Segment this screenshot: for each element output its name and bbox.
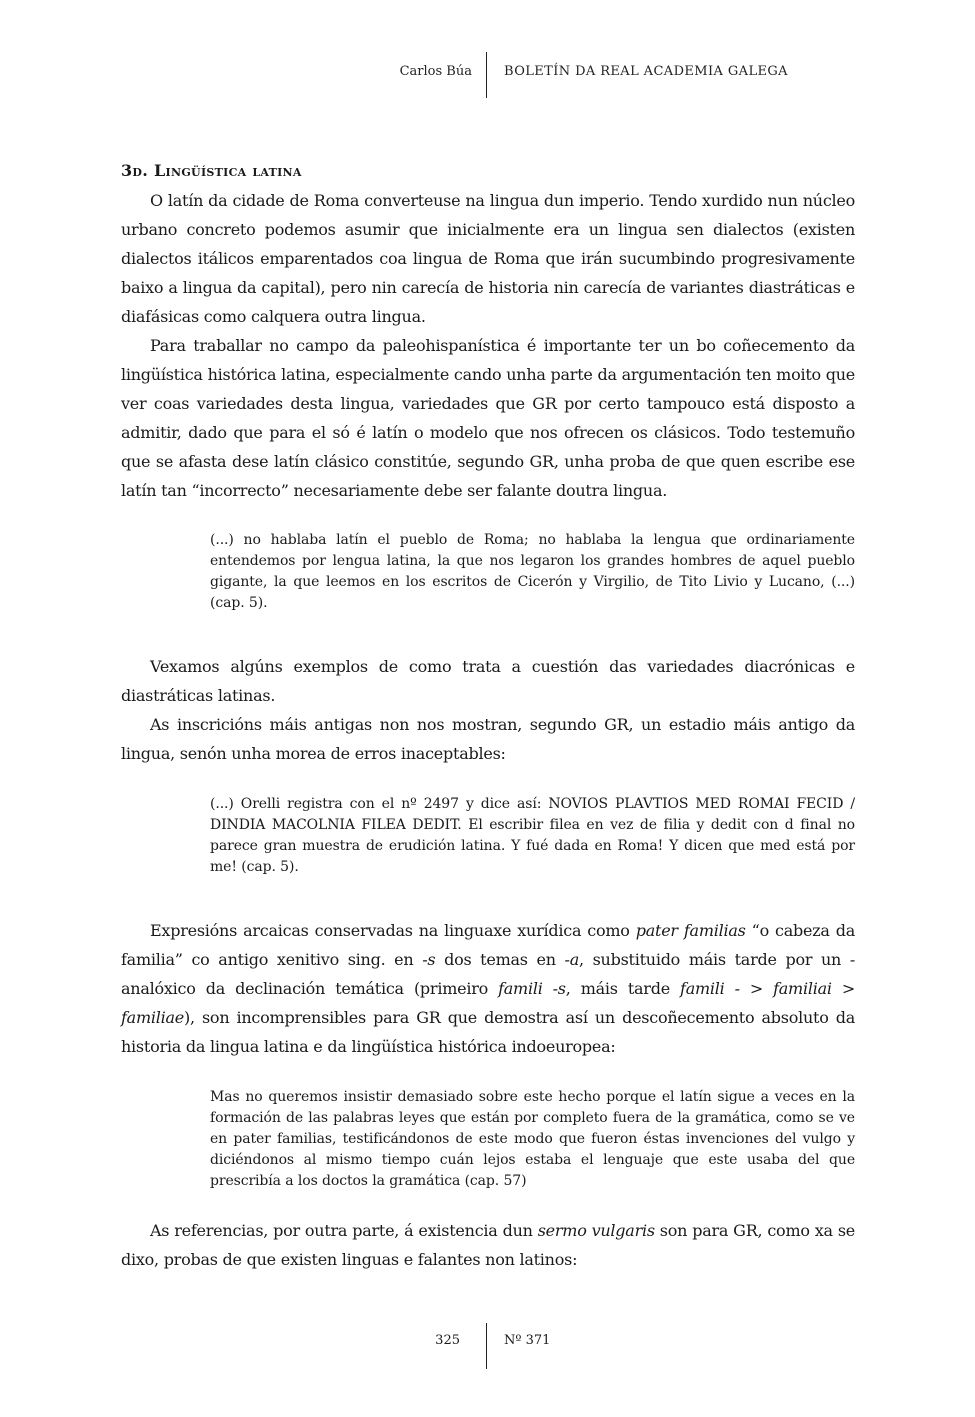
paragraph-3: Vexamos algúns exemplos de como trata a cuestión das variedades diacrónicas e diastráticas latinas.: [121, 657, 855, 705]
block-quote-3: Mas no queremos insistir demasiado sobre este hecho porque el latín sigue a veces en la formación de las palabras leyes que están por completo fuera de la gramática, como se ve en pater familias, testificándonos de este modo que fueron éstas invenciones del vulgo y diciéndonos al mismo tiempo cuán lejos estaba el lenguaje que este usaba del que prescribía a los doctos la gramática (cap. 57): [210, 1089, 855, 1189]
paragraph-4: As inscricións máis antigas non nos mostran, segundo GR, un estadio máis antigo da lingua, senón unha morea de erros inaceptables:: [121, 715, 855, 763]
paragraph-5-text: ), son incomprensibles para GR que demostra así un descoñecemento absoluto da historia da lingua latina e da lingüística histórica indoeuropea:: [121, 1008, 855, 1056]
paragraph-5-italic: famili -s: [498, 979, 566, 998]
paragraph-5-text: Expresións arcaicas conservadas na linguaxe xurídica como: [150, 921, 636, 940]
paragraph-5-italic: familiae: [121, 1008, 184, 1027]
paragraph-2: Para traballar no campo da paleohispanística é importante ter un bo coñecemento da lingüística histórica latina, especialmente cando unha parte da argumentación ten moito que ver coas variedades desta lingua, variedades que GR por certo tampouco está disposto a admitir, dado que para el só é latín o modelo que nos ofrecen os clásicos. Todo testemuño que se afasta dese latín clásico constitúe, segundo GR, unha proba de que quen escribe ese latín tan “incorrecto” necesariamente debe ser falante doutra lingua.: [121, 336, 855, 500]
header-author: Carlos Búa: [399, 64, 472, 79]
page-content: [121, 158, 855, 1274]
paragraph-5-text: , substituido máis tarde por un - analóxico da declinación temática (primeiro: [121, 950, 855, 998]
issue-number: Nº 371: [504, 1333, 551, 1348]
header-divider: [486, 52, 487, 98]
paragraph-5-text: “o cabeza da familia” co antigo xenitivo sing. en: [121, 921, 856, 969]
paragraph-1: O latín da cidade de Roma converteuse na lingua dun imperio. Tendo xurdido nun núcleo urbano concreto podemos asumir que inicialmente era un lingua sen dialectos (existen dialectos itálicos emparentados coa lingua de Roma que irán sucumbindo progresivamente baixo a lingua da capital), pero nin carecía de historia nin carecía de variantes diastráticas e diafásicas como calquera outra lingua.: [121, 191, 855, 326]
block-quote-2: (...) Orelli registra con el nº 2497 y dice así: NOVIOS PLAVTIOS MED ROMAI FECID / DINDIA MACOLNIA FILEA DEDIT. El escribir filea en vez de filia y dedit con d final no parece gran muestra de erudición latina. Y fué dada en Roma! Y dicen que med está por me! (cap. 5).: [210, 796, 855, 875]
section-title: 3d. Lingüística latina: [121, 161, 302, 180]
paragraph-5: [121, 916, 855, 1061]
paragraph-5-text: dos temas en: [435, 950, 565, 969]
paragraph-5-text: >: [831, 979, 855, 998]
block-quote-1: (...) no hablaba latín el pueblo de Roma; no hablaba la lengua que ordinariamente entendemos por lengua latina, la que nos legaron los grandes hombres de aquel pueblo gigante, la que leemos en los escritos de Cicerón y Virgilio, de Tito Livio y Lucano, (...) (cap. 5).: [210, 532, 855, 611]
paragraph-6-text: As referencias, por outra parte, á existencia dun: [150, 1221, 538, 1240]
paragraph-6-text: son para GR, como xa se dixo, probas de que existen linguas e falantes non latinos:: [121, 1221, 856, 1269]
running-header: [0, 52, 975, 98]
page-number: 325: [435, 1333, 460, 1348]
paragraph-6: [121, 1216, 855, 1274]
paragraph-5-italic: pater familias: [635, 921, 746, 940]
paragraph-5-italic: -s: [422, 950, 436, 969]
paragraph-5-italic: -a: [564, 950, 579, 969]
paragraph-6-italic: sermo vulgaris: [537, 1221, 655, 1240]
paragraph-5-text: , máis tarde: [565, 979, 681, 998]
paragraph-5-italic: famili -: [680, 979, 740, 998]
page-footer: [0, 1323, 975, 1369]
footer-divider: [486, 1323, 487, 1369]
paragraph-5-italic: familiai: [773, 979, 832, 998]
header-journal-title: BOLETÍN DA REAL ACADEMIA GALEGA: [504, 64, 788, 79]
paragraph-5-text: >: [739, 979, 774, 998]
